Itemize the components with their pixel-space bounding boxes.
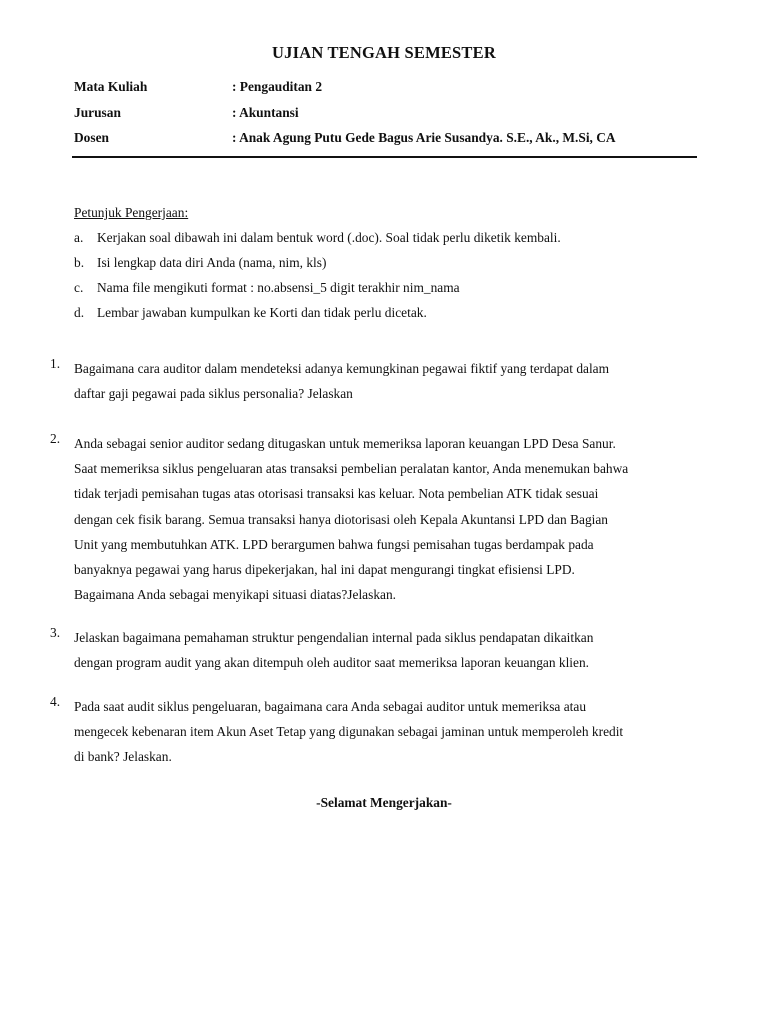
meta-value: : Pengauditan 2 [232, 79, 323, 94]
instruction-text: Nama file mengikuti format : no.absensi_5 digit terakhir nim_nama [97, 280, 460, 295]
question-text [74, 694, 740, 770]
instructions-heading: Petunjuk Pengerjaan: [74, 205, 189, 220]
question-line: Pada saat audit siklus pengeluaran, bagaimana cara Anda sebagai auditor untuk memeriksa atau [74, 699, 587, 714]
meta-label: Dosen [74, 130, 109, 145]
instruction-letter: a. [74, 230, 84, 245]
question-text [74, 625, 740, 675]
question-text [74, 431, 740, 607]
question-line: dengan cek fisik barang. Semua transaksi hanya diotorisasi oleh Kepala Akuntansi LPD dan Bagian [74, 511, 609, 527]
page-title: UJIAN TENGAH SEMESTER [272, 43, 496, 62]
instruction-letter: c. [74, 280, 84, 295]
question-number: 1. [50, 356, 61, 371]
meta-label: Mata Kuliah [74, 79, 148, 94]
question-number: 2. [50, 431, 61, 446]
instruction-letter: b. [74, 255, 85, 270]
question-number: 3. [50, 625, 61, 640]
meta-label: Jurusan [74, 105, 121, 120]
question-line: mengecek kebenaran item Akun Aset Tetap yang digunakan sebagai jaminan untuk memperoleh kredit [74, 724, 624, 740]
question-line: daftar gaji pegawai pada siklus personalia? Jelaskan [74, 386, 353, 402]
instruction-letter: d. [74, 305, 85, 320]
question-line: di bank? Jelaskan. [74, 749, 172, 765]
question-text [74, 356, 740, 406]
question-line: tidak terjadi pemisahan tugas atas otorisasi transaksi kas keluar. Nota pembelian ATK tidak sesuai [74, 486, 599, 502]
instruction-text: Lembar jawaban kumpulkan ke Korti dan tidak perlu dicetak. [97, 305, 427, 320]
instruction-text: Isi lengkap data diri Anda (nama, nim, kls) [97, 255, 327, 270]
question-line: Jelaskan bagaimana pemahaman struktur pengendalian internal pada siklus pendapatan dikaitkan [74, 630, 594, 645]
question-line: dengan program audit yang akan ditempuh oleh auditor saat memeriksa laporan keuangan klien. [74, 655, 589, 671]
question-number: 4. [50, 694, 61, 709]
question-line: Bagaimana Anda sebagai menyikapi situasi diatas?Jelaskan. [74, 587, 397, 603]
question-line: Saat memeriksa siklus pengeluaran atas transaksi pembelian peralatan kantor, Anda menemukan bahwa [74, 461, 629, 477]
instruction-text: Kerjakan soal dibawah ini dalam bentuk word (.doc). Soal tidak perlu diketik kembali. [97, 230, 561, 245]
question-line: Anda sebagai senior auditor sedang ditugaskan untuk memeriksa laporan keuangan LPD Desa Sanur. [74, 436, 616, 451]
closing-text: -Selamat Mengerjakan- [316, 795, 452, 810]
question-line: Bagaimana cara auditor dalam mendeteksi adanya kemungkinan pegawai fiktif yang terdapat dalam [74, 361, 610, 376]
meta-value: : Akuntansi [232, 105, 299, 120]
question-line: Unit yang membutuhkan ATK. LPD berargumen bahwa fungsi pemisahan tugas berdampak pada [74, 536, 594, 552]
meta-value: : Anak Agung Putu Gede Bagus Arie Susandya. S.E., Ak., M.Si, CA [232, 130, 616, 145]
question-line: banyaknya pegawai yang harus dipekerjakan, hal ini dapat mengurangi tingkat efisiensi LPD. [74, 562, 575, 578]
header-divider [72, 156, 697, 158]
